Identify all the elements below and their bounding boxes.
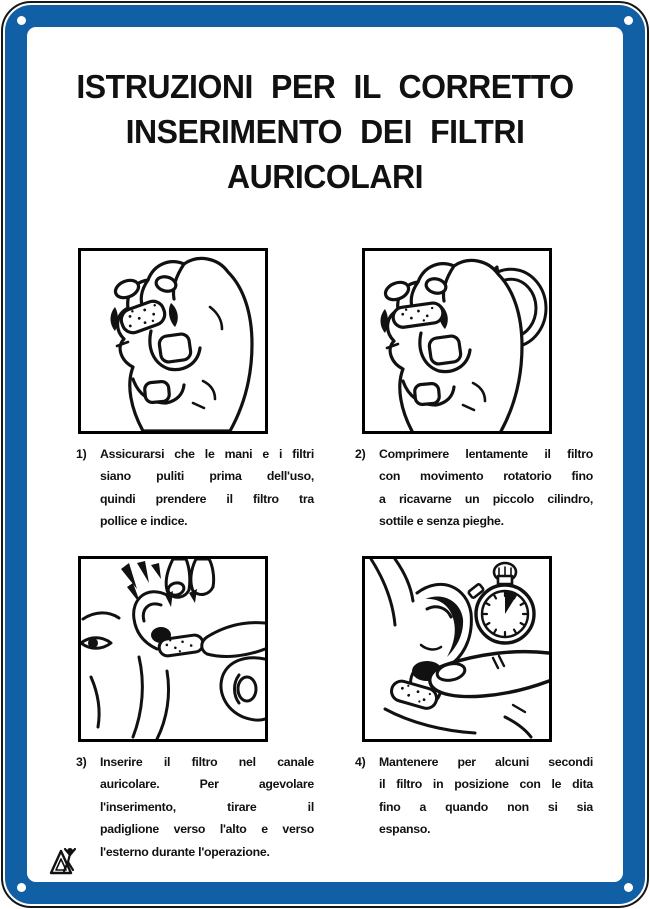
text-line: Inserire il filtro nel canale (100, 755, 314, 769)
step-1-instruction (76, 443, 314, 533)
step-text (379, 443, 593, 533)
text-line: Mantenere per alcuni secondi (379, 755, 593, 769)
step-1-figure-box (78, 248, 268, 434)
step-text (100, 443, 314, 533)
hand-holding-earplug-illustration (81, 251, 265, 431)
text-line: il filtro in posizione con le dita (379, 777, 593, 792)
step-number: 1) (76, 447, 87, 461)
step-text (100, 751, 314, 863)
text-line: INSERIMENTO DEI FILTRI (125, 113, 525, 150)
step-3-instruction (76, 751, 314, 863)
earplug-expansion-wait-illustration (365, 559, 549, 739)
step-3-figure-box (78, 556, 268, 742)
text-line: Comprimere lentamente il filtro (379, 447, 593, 461)
ring-fingernail (144, 381, 170, 403)
text-line: quindi prendere il filtro tra (100, 491, 314, 506)
text-line: l'inserimento, tirare il (100, 799, 314, 814)
text-line: auricolare. Per agevolare (100, 777, 314, 792)
manufacturer-logo-icon (48, 844, 80, 876)
text-line: a ricavarne un piccolo cilindro, (379, 491, 593, 506)
text-line: espanso. (379, 822, 431, 837)
middle-fingernail (158, 333, 191, 363)
step-2-instruction (355, 443, 593, 533)
text-line: AURICOLARI (226, 158, 424, 195)
text-line: siano puliti prima dell'uso, (100, 469, 314, 484)
sign-title (43, 64, 608, 199)
step-number: 2) (355, 447, 366, 461)
mounting-hole (17, 883, 26, 892)
hand-rolling-earplug-illustration (365, 251, 549, 431)
step-number: 4) (355, 755, 366, 769)
step-2-figure-box (362, 248, 552, 434)
text-line: Assicurarsi che le mani e i filtri (100, 447, 314, 461)
text-line: con movimento rotatorio fino (379, 469, 593, 484)
text-line: sottile e senza pieghe. (379, 514, 504, 529)
text-line: fino a quando non si sia (379, 799, 593, 814)
text-line: padiglione verso l'alto e verso (100, 822, 314, 837)
text-line: pollice e indice. (100, 514, 188, 529)
step-4-instruction (355, 751, 593, 841)
stopwatch-icon (468, 563, 534, 643)
step-number: 3) (76, 755, 87, 769)
step-text (379, 751, 593, 841)
mounting-hole (624, 883, 633, 892)
step-4-figure-box (362, 556, 552, 742)
mounting-hole (17, 16, 26, 25)
pushing-finger (202, 623, 265, 657)
mounting-hole (624, 16, 633, 25)
text-line: l'esterno durante l'operazione. (100, 844, 270, 859)
text-line: ISTRUZIONI PER IL CORRETTO (76, 68, 574, 105)
inserting-earplug-illustration (81, 559, 265, 739)
